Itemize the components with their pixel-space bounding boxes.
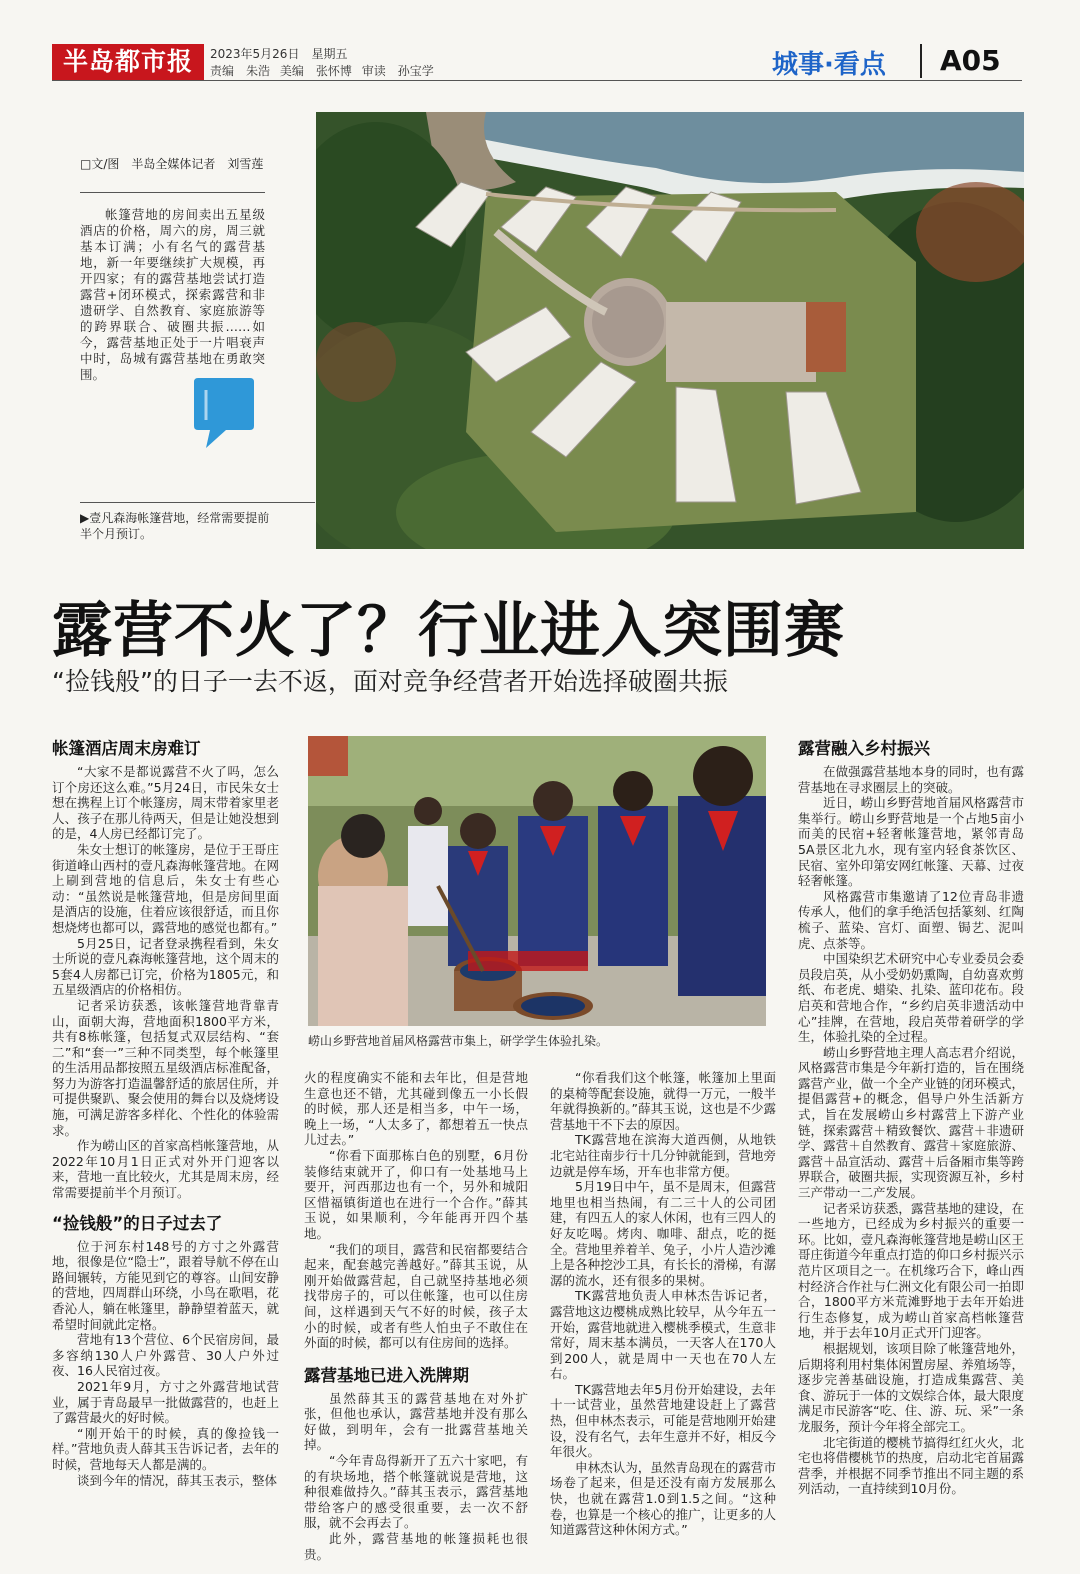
paragraph: 谈到今年的情况，薛其玉表示，整体 (77, 1472, 278, 1488)
page-number: A05 (940, 44, 1001, 77)
paragraph: 作为崂山区的首家高档帐篷营地，从2022年10月1日正式对外开门迎客以来，营地一直比较火，尤其是周末房，经常需要提前半个月预订。 (52, 1138, 279, 1201)
paragraph: “今年青岛得新开了五六十家吧，有的有块场地，搭个帐篷就说是营地，这种很难做持久。”薛其玉表示，露营基地带给客户的感受很重要，去一次不舒服，就不会再去了。 (304, 1453, 528, 1531)
section-heading: 帐篷酒店周末房难订 (52, 739, 201, 758)
paragraph: 2021年9月，方寸之外露营地试营业，属于青岛最早一批做露营的，也赶上了露营最火的好时候。 (52, 1378, 279, 1426)
tie-dye-students-photo (308, 736, 766, 1026)
article-column-4 (798, 738, 1024, 1497)
article-column-3 (550, 1070, 776, 1538)
section-title (772, 44, 886, 81)
photo-caption-middle: 崂山乡野营地首届风格露营市集上，研学学生体验扎染。 (308, 1034, 609, 1048)
paragraph: 营地有13个营位、6个民宿房间，最多容纳130人户外露营、30人户外过夜、16人民宿过夜。 (52, 1332, 279, 1379)
byline: □文/图 半岛全媒体记者 刘雪莲 (80, 157, 264, 171)
intro-text: 帐篷营地的房间卖出五星级酒店的价格，周六的房，周三就基本订满；小有名气的露营基地，新一年要继续扩大规模，再开四家；有的露营基地尝试打造露营+闭环模式，探索露营和非遗研学、自然教育、家庭旅游等的跨界联合、破圈共振……如今，露营基地正处于一片唱衰声中时，岛城有露营基地在勇敢突围。 (80, 207, 265, 382)
paragraph: 5月25日，记者登录携程看到，朱女士所说的壹凡森海帐篷营地，这个周末的5套4人房都已订完，价格为1805元，和五星级酒店的价格相仿。 (52, 935, 279, 998)
paragraph: 申林杰认为，虽然青岛现在的露营市场卷了起来，但是还没有南方发展那么快，也就在露营1.0到1.5之间。“这种卷，也算是一个核心的推广，让更多的人知道露营这种休闲方式。” (550, 1459, 776, 1538)
header-rule (52, 80, 1022, 81)
section-title-a: 城事 (772, 50, 825, 80)
paragraph: TK露营地去年5月份开始建设，去年十一试营业，虽然营地建设赶上了露营热，但申林杰表示，可能是营地刚开始建设，没有名气，去年生意并不好，相反今年很火。 (550, 1381, 776, 1460)
headline: 露营不火了？行业进入突围赛 (52, 596, 845, 666)
paragraph: 在做强露营基地本身的同时，也有露营基地在寻求圈层上的突破。 (798, 764, 1024, 795)
paragraph: 根据规划，该项目除了帐篷营地外，后期将利用村集体闲置房屋、养殖场等，逐步完善基础设施，打造成集露营、美食、游玩于一体的文娱综合体，最大限度满足市民游客“吃、住、游、玩、采”一条龙服务，预计今年将全部完工。 (798, 1340, 1024, 1434)
paragraph: 风格露营市集邀请了12位青岛非遗传承人，他们的拿手绝活包括篆刻、红陶梳子、蓝染、宫灯、面塑、锔艺、泥叫虎、点茶等。 (798, 888, 1024, 951)
date-line: 2023年5月26日 星期五 (210, 47, 348, 61)
paragraph: 位于河东村148号的方寸之外露营地，很像是位“隐士”，跟着导航不停在山路间辗转，方能见到它的尊容。山间安静的营地，四周群山环绕，小鸟在歌唱，花香沁人，躺在帐篷里，静静望着蓝天，就希望时间就此定格。 (52, 1238, 279, 1332)
paragraph: “我们的项目，露营和民宿都要结合起来，配套越完善越好。”薛其玉说，从刚开始做露营起，自己就坚持基地必须找带房子的，可以住帐篷，也可以住房间，这样遇到天气不好的时候，孩子太小的时候，或者有些人怕虫子不敢住在外面的时候，都可以有住房间的选择。 (304, 1241, 528, 1351)
paragraph: 虽然薛其玉的露营基地在对外扩张，但他也承认，露营基地并没有那么好做，到明年，会有一批露营基地关掉。 (304, 1390, 528, 1453)
paragraph: 近日，崂山乡野营地首届风格露营市集举行。崂山乡野营地是一个占地5亩小而美的民宿+轻奢帐篷营地，紧邻青岛5A景区北九水，现有室内轻食茶饮区、民宿、室外印第安网红帐篷、天幕、过夜轻奢帐篷。 (798, 795, 1024, 889)
paragraph: 此外，露营基地的帐篷损耗也很贵。 (304, 1531, 528, 1562)
paragraph: 记者采访获悉，露营基地的建设，在一些地方，已经成为乡村振兴的重要一环。比如，壹凡森海帐篷营地是崂山区王哥庄街道今年重点打造的仰口乡村振兴示范片区项目之一。在机缘巧合下，峰山西村经济合作社与仁洲文化有限公司一拍即合，1800平方米荒滩野地于去年开始进行生态修复，成为崂山首家高档帐篷营地，并于去年10月正式开门迎客。 (798, 1200, 1024, 1341)
subheadline: “捡钱般”的日子一去不返，面对竞争经营者开始选择破圈共振 (52, 667, 728, 696)
paragraph: 崂山乡野营地主理人高志君介绍说，风格露营市集是今年新打造的，旨在围绕露营产业，做一个全产业链的闭环模式，提倡露营+的概念，倡导户外生活新方式，旨在发展崂山乡村露营上下游产业链，探索露营＋精致餐饮、露营＋非遗研学、露营＋自然教育、露营＋家庭旅游、露营＋品宣活动、露营＋后备厢市集等跨界联合，破圈共振，实现资源互补，乡村三产带动一二产发展。 (798, 1044, 1024, 1201)
paragraph: 记者采访获悉，该帐篷营地背靠青山，面朝大海，营地面积1800平方米，共有8栋帐篷，包括复式双层结构、“套二”和“套一”三种不同类型，每个帐篷里的生活用品都按照五星级酒店标准配备，努力为游客打造温馨舒适的旅居住所，并可提供聚趴、聚会使用的舞台以及烧烤设施，可满足游客多样化、个性化的体验需求。 (52, 997, 279, 1138)
header-divider (920, 44, 922, 78)
editor-credit: 责编 朱浩 (210, 64, 271, 78)
paragraph: “你看我们这个帐篷，帐篷加上里面的桌椅等配套设施，就得一万元，一般半年就得换新的。”薛其玉说，这也是不少露营基地干不下去的原因。 (550, 1070, 776, 1132)
photo-caption-top: ▶壹凡森海帐篷营地，经常需要提前半个月预订。 (80, 511, 270, 541)
section-heading: 露营基地已进入洗牌期 (304, 1365, 469, 1385)
editor-credit: 审读 孙宝学 (361, 64, 434, 78)
speech-bubble-icon (192, 376, 256, 450)
caption-rule (80, 502, 315, 503)
section-title-b: 看点 (833, 50, 886, 80)
section-heading: “捡钱般”的日子过去了 (52, 1213, 223, 1233)
paragraph: TK露营地在滨海大道西侧，从地铁北宅站往南步行十几分钟就能到，营地旁边就是停车场，开车也非常方便。 (550, 1132, 776, 1179)
paragraph: 北宅街道的樱桃节搞得红红火火，北宅也将借樱桃节的热度，启动北宅首届露营季，并根据不同季节推出不同主题的系列活动，一直持续到10月份。 (798, 1434, 1024, 1497)
section-separator: · (824, 50, 834, 80)
paragraph: TK露营地负责人申林杰告诉记者，露营地这边樱桃成熟比较早，从今年五一开始，露营地就进入樱桃季模式，生意非常好，周末基本满员，一天客人在170人到200人，就是周中一天也在70人左右。 (550, 1288, 776, 1382)
paragraph: “大家不是都说露营不火了吗，怎么订个房还这么难。”5月24日，市民朱女士想在携程上订个帐篷房，周末带着家里老人、孩子在那儿待两天，但是让她没想到的是，4人房已经都订完了。 (52, 764, 279, 842)
paragraph: 5月19日中午，虽不是周末，但露营地里也相当热闹，有二三十人的公司团建，有四五人的家人休闲，也有三四人的好友吃喝。烤肉、咖啡、甜点，吃的挺全。营地里养着羊、兔子，小片人造沙滩上是各种挖沙工具，有长长的滑梯，有潺潺的流水，还有很多的果树。 (550, 1179, 776, 1288)
masthead-logo: 半岛都市报 (52, 44, 204, 80)
section-heading: 露营融入乡村振兴 (798, 739, 930, 758)
byline-rule (80, 192, 265, 193)
paragraph: 朱女士想订的帐篷房，是位于王哥庄街道峰山西村的壹凡森海帐篷营地。在网上刷到营地的信息后，朱女士有些心动：“虽然说是帐篷营地，但是房间里面是酒店的设施，住着应该很舒适，而且你想烧烤也都可以，露营地的感觉也都有。” (52, 841, 279, 935)
article-column-2 (304, 1070, 528, 1562)
editor-credits (210, 62, 440, 79)
paragraph: “刚开始干的时候，真的像捡钱一样。”营地负责人薛其玉告诉记者，去年的时候，营地每天人都是满的。 (52, 1425, 279, 1472)
editor-credit: 美编 张怀博 (279, 64, 352, 78)
paragraph: 火的程度确实不能和去年比，但是营地生意也还不错，尤其碰到像五一小长假的时候，那人还是相当多，中午一场，晚上一场，“人太多了，都想着五一快点儿过去。” (304, 1070, 528, 1148)
campsite-aerial-photo (316, 112, 1024, 549)
paragraph: “你看下面那栋白色的别墅，6月份装修结束就开了，仰口有一处基地马上要开，河西那边也有一个，另外和城阳区惜福镇街道也在进行一个合作。”薛其玉说，如果顺利，今年能再开四个基地。 (304, 1147, 528, 1241)
article-column-1 (52, 738, 279, 1488)
paragraph: 中国染织艺术研究中心专业委员会委员段启英，从小受奶奶熏陶，自幼喜欢剪纸、布老虎、蜡染、扎染、蓝印花布。段启英和营地合作，“乡约启英非遗活动中心”挂牌，在营地，段启英带着研学的学生，体验扎染的全过程。 (798, 951, 1024, 1045)
